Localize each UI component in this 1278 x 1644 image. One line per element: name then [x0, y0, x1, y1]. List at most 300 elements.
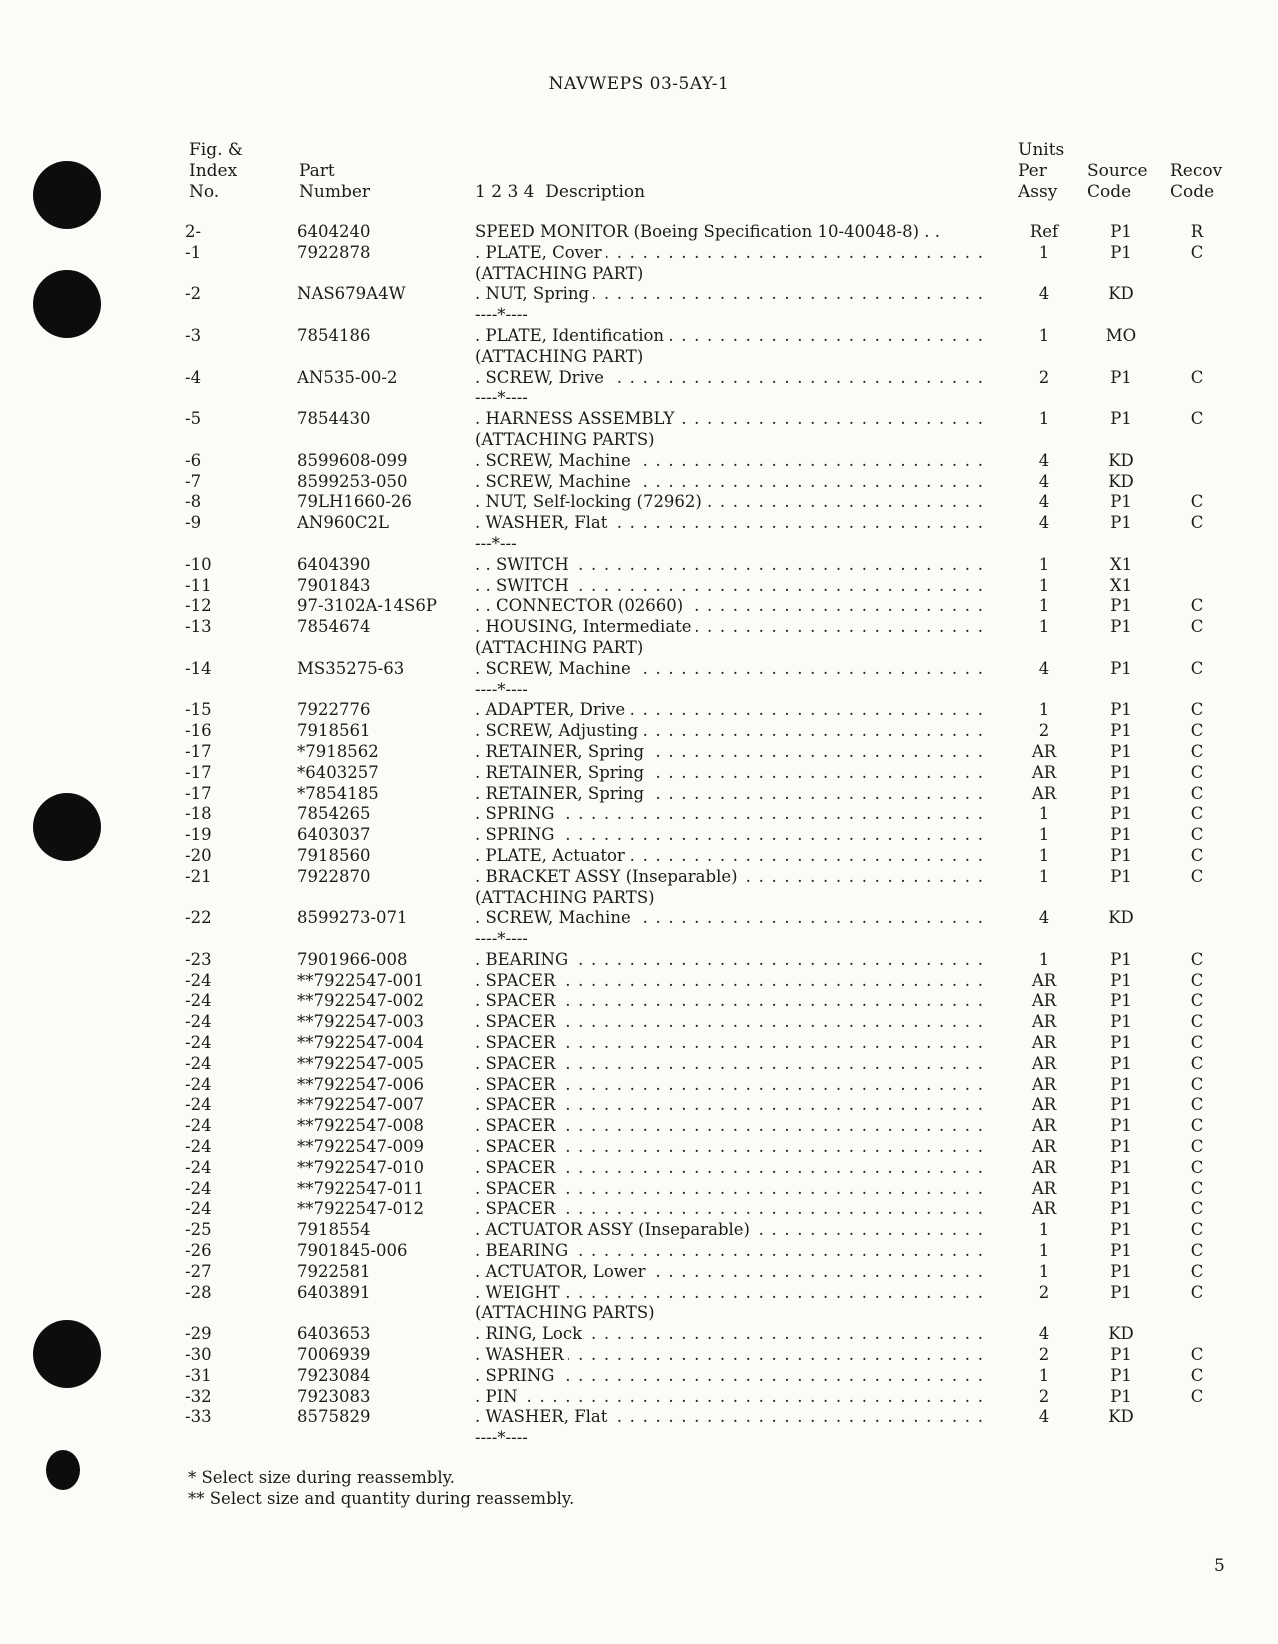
description	[475, 804, 987, 825]
description	[475, 659, 987, 680]
description	[475, 1137, 987, 1158]
description	[475, 1075, 987, 1096]
description-text: . NUT, Self-locking (72962)	[475, 492, 706, 511]
description-text: (ATTACHING PART)	[475, 638, 647, 657]
table-row	[0, 908, 1278, 929]
description-text: . SCREW, Machine	[475, 451, 635, 470]
description-text: . NUT, Spring	[475, 284, 593, 303]
units-per-assy: 1	[1038, 845, 1050, 865]
units-per-assy: 1	[1038, 1241, 1050, 1261]
table-row	[0, 555, 1278, 576]
description-text: . SCREW, Machine	[475, 659, 635, 678]
description-text: . PIN	[475, 1387, 522, 1406]
table-row	[0, 742, 1278, 763]
description-text: (ATTACHING PART)	[475, 347, 647, 366]
part-number: 7918554	[297, 1220, 371, 1240]
table-row	[0, 368, 1278, 389]
source-code: P1	[1110, 1241, 1132, 1261]
table-row	[0, 222, 1278, 243]
units-per-assy: 2	[1038, 1386, 1050, 1406]
description	[475, 991, 987, 1012]
description-text: . RETAINER, Spring	[475, 784, 648, 803]
units-per-assy: 1	[1038, 700, 1050, 720]
table-row	[0, 1303, 1278, 1324]
source-code: P1	[1110, 1345, 1132, 1365]
fig-index: -29	[185, 1324, 212, 1344]
fig-index: -28	[185, 1282, 212, 1302]
recov-code: C	[1190, 700, 1204, 720]
fig-index: -30	[185, 1345, 212, 1365]
description	[475, 576, 987, 597]
recov-code: C	[1190, 1095, 1204, 1115]
units-per-assy: 1	[1038, 866, 1050, 886]
table-row	[0, 534, 1278, 555]
recov-code: C	[1190, 1137, 1204, 1157]
units-per-assy: 2	[1038, 721, 1050, 741]
fig-index: -1	[185, 242, 202, 262]
description	[475, 326, 987, 347]
source-code: P1	[1110, 1157, 1132, 1177]
recov-code: C	[1190, 1157, 1204, 1177]
recov-code: C	[1190, 596, 1204, 616]
part-number: **7922547-012	[297, 1199, 425, 1219]
part-number: **7922547-006	[297, 1074, 425, 1094]
fig-index: -24	[185, 1012, 212, 1032]
units-per-assy: 1	[1038, 1261, 1050, 1281]
part-number: 7922870	[297, 866, 371, 886]
source-code: P1	[1110, 1220, 1132, 1240]
part-number: 97-3102A-14S6P	[297, 596, 437, 616]
description	[475, 950, 987, 971]
units-per-assy: 1	[1038, 575, 1050, 595]
units-per-assy: 1	[1038, 242, 1050, 262]
fig-index: -26	[185, 1241, 212, 1261]
source-code: P1	[1110, 1199, 1132, 1219]
table-row	[0, 1262, 1278, 1283]
description	[475, 243, 987, 264]
fig-index: -9	[185, 513, 202, 533]
part-number: **7922547-011	[297, 1178, 425, 1198]
description-text: ----*----	[475, 305, 532, 324]
description-text: . . SWITCH	[475, 555, 573, 574]
table-row	[0, 1241, 1278, 1262]
fig-index: -18	[185, 804, 212, 824]
table-row	[0, 721, 1278, 742]
units-per-assy: AR	[1031, 1178, 1057, 1198]
description-text: . ADAPTER, Drive	[475, 700, 629, 719]
part-number: **7922547-003	[297, 1012, 425, 1032]
description-text: (ATTACHING PARTS)	[475, 1303, 659, 1322]
part-number: 8599253-050	[297, 471, 408, 491]
recov-code: C	[1190, 804, 1204, 824]
recov-code: C	[1190, 741, 1204, 761]
table-row	[0, 243, 1278, 264]
part-number: **7922547-001	[297, 970, 425, 990]
recov-code: C	[1190, 492, 1204, 512]
units-per-assy: 4	[1038, 284, 1050, 304]
table-row	[0, 305, 1278, 326]
description-text: . SPRING	[475, 1366, 558, 1385]
units-per-assy: 4	[1038, 450, 1050, 470]
units-per-assy: AR	[1031, 1033, 1057, 1053]
header-source-code: Source Code	[1087, 161, 1148, 202]
document-id: NAVWEPS 03-5AY-1	[548, 74, 730, 94]
footnote-single: * Select size during reassembly.	[188, 1468, 456, 1487]
description-text: . WEIGHT	[475, 1283, 564, 1302]
description	[475, 1428, 987, 1449]
table-row	[0, 680, 1278, 701]
table-row	[0, 1033, 1278, 1054]
table-row	[0, 929, 1278, 950]
fig-index: -13	[185, 617, 212, 637]
description	[475, 763, 987, 784]
fig-index: -19	[185, 825, 212, 845]
table-row	[0, 825, 1278, 846]
description-text: . SPACER	[475, 1199, 559, 1218]
table-row	[0, 1324, 1278, 1345]
description	[475, 513, 987, 534]
part-number: 7854674	[297, 617, 371, 637]
description-text: . . SWITCH	[475, 576, 573, 595]
source-code: P1	[1110, 1053, 1132, 1073]
part-number: 7901843	[297, 575, 371, 595]
description	[475, 1033, 987, 1054]
source-code: KD	[1108, 450, 1134, 470]
recov-code: C	[1190, 1199, 1204, 1219]
units-per-assy: AR	[1031, 741, 1057, 761]
source-code: P1	[1110, 1178, 1132, 1198]
source-code: P1	[1110, 804, 1132, 824]
description-text: . ACTUATOR, Lower	[475, 1262, 650, 1281]
source-code: P1	[1110, 1282, 1132, 1302]
table-row	[0, 430, 1278, 451]
part-number: 7854430	[297, 409, 371, 429]
part-number: 7854265	[297, 804, 371, 824]
description	[475, 1095, 987, 1116]
description-text: . WASHER, Flat	[475, 1407, 611, 1426]
table-row	[0, 409, 1278, 430]
source-code: P1	[1110, 492, 1132, 512]
table-row	[0, 971, 1278, 992]
part-number: 8575829	[297, 1407, 371, 1427]
description-text: . PLATE, Cover	[475, 243, 606, 262]
description-text: . SCREW, Adjusting	[475, 721, 642, 740]
table-row	[0, 846, 1278, 867]
header-description: 1 2 3 4 Description	[475, 182, 646, 202]
fig-index: -15	[185, 700, 212, 720]
units-per-assy: 2	[1038, 1282, 1050, 1302]
recov-code: C	[1190, 825, 1204, 845]
recov-code: C	[1190, 970, 1204, 990]
part-number: *7854185	[297, 783, 379, 803]
fig-index: -20	[185, 845, 212, 865]
source-code: P1	[1110, 1033, 1132, 1053]
recov-code: C	[1190, 1261, 1204, 1281]
source-code: MO	[1105, 325, 1137, 345]
description-text: SPEED MONITOR (Boeing Specification 10-40048-8) . .	[475, 222, 944, 241]
parts-list	[0, 222, 1278, 1449]
table-row	[0, 1012, 1278, 1033]
part-number: 7854186	[297, 325, 371, 345]
description	[475, 1179, 987, 1200]
units-per-assy: 4	[1038, 471, 1050, 491]
fig-index: -10	[185, 554, 212, 574]
source-code: P1	[1110, 617, 1132, 637]
part-number: 7006939	[297, 1345, 371, 1365]
units-per-assy: AR	[1031, 1137, 1057, 1157]
recov-code: C	[1190, 783, 1204, 803]
description	[475, 1116, 987, 1137]
recov-code: C	[1190, 991, 1204, 1011]
fig-index: -17	[185, 783, 212, 803]
fig-index: -24	[185, 1199, 212, 1219]
part-number: 7901845-006	[297, 1241, 408, 1261]
description-text: . . CONNECTOR (02660)	[475, 596, 687, 615]
part-number: 79LH1660-26	[297, 492, 412, 512]
units-per-assy: 4	[1038, 1324, 1050, 1344]
header-units-per-assy: Units Per Assy	[1018, 140, 1065, 202]
fig-index: -3	[185, 325, 202, 345]
recov-code: C	[1190, 1178, 1204, 1198]
source-code: P1	[1110, 970, 1132, 990]
recov-code: C	[1190, 242, 1204, 262]
description	[475, 388, 987, 409]
description-text: ----*----	[475, 1428, 532, 1447]
description-text: (ATTACHING PARTS)	[475, 888, 659, 907]
description	[475, 1241, 987, 1262]
units-per-assy: AR	[1031, 1012, 1057, 1032]
description-text: . BEARING	[475, 950, 572, 969]
description-text: . SPACER	[475, 1095, 559, 1114]
description	[475, 284, 987, 305]
part-number: **7922547-007	[297, 1095, 425, 1115]
recov-code: C	[1190, 721, 1204, 741]
recov-code: C	[1190, 1033, 1204, 1053]
description	[475, 264, 987, 285]
fig-index: -21	[185, 866, 212, 886]
part-number: NAS679A4W	[297, 284, 406, 304]
description	[475, 929, 987, 950]
description-text: (ATTACHING PART)	[475, 264, 647, 283]
description	[475, 1283, 987, 1304]
recov-code: C	[1190, 762, 1204, 782]
part-number: 8599608-099	[297, 450, 408, 470]
description-text: . SPACER	[475, 1137, 559, 1156]
part-number: MS35275-63	[297, 658, 405, 678]
description	[475, 222, 987, 243]
page-number: 5	[1214, 1556, 1225, 1576]
part-number: **7922547-004	[297, 1033, 425, 1053]
units-per-assy: 1	[1038, 617, 1050, 637]
part-number: **7922547-008	[297, 1116, 425, 1136]
source-code: P1	[1110, 1012, 1132, 1032]
source-code: KD	[1108, 908, 1134, 928]
table-row	[0, 596, 1278, 617]
fig-index: -24	[185, 1074, 212, 1094]
units-per-assy: 4	[1038, 658, 1050, 678]
description-text: ----*----	[475, 680, 532, 699]
recov-code: C	[1190, 409, 1204, 429]
table-row	[0, 950, 1278, 971]
recov-code: C	[1190, 845, 1204, 865]
units-per-assy: 4	[1038, 908, 1050, 928]
units-per-assy: AR	[1031, 1095, 1057, 1115]
description	[475, 638, 987, 659]
part-number: 7901966-008	[297, 949, 408, 969]
fig-index: -11	[185, 575, 212, 595]
units-per-assy: 1	[1038, 409, 1050, 429]
description	[475, 1012, 987, 1033]
units-per-assy: 1	[1038, 596, 1050, 616]
table-row	[0, 326, 1278, 347]
description-text: . SPACER	[475, 971, 559, 990]
description	[475, 1220, 987, 1241]
description	[475, 368, 987, 389]
description	[475, 1303, 987, 1324]
part-number: 6404240	[297, 222, 371, 241]
table-row	[0, 1095, 1278, 1116]
description	[475, 1407, 987, 1428]
part-number: 8599273-071	[297, 908, 408, 928]
description-text: . SPRING	[475, 804, 558, 823]
description-text: . SPACER	[475, 1033, 559, 1052]
units-per-assy: AR	[1031, 762, 1057, 782]
description	[475, 451, 987, 472]
fig-index: -8	[185, 492, 202, 512]
fig-index: -31	[185, 1365, 212, 1385]
units-per-assy: Ref	[1029, 222, 1059, 241]
source-code: P1	[1110, 513, 1132, 533]
table-row	[0, 700, 1278, 721]
recov-code: C	[1190, 1074, 1204, 1094]
description-text: . SPRING	[475, 825, 558, 844]
part-number: 6404390	[297, 554, 371, 574]
fig-index: -27	[185, 1261, 212, 1281]
description	[475, 1158, 987, 1179]
description	[475, 1324, 987, 1345]
fig-index: -4	[185, 367, 202, 387]
table-row	[0, 472, 1278, 493]
source-code: P1	[1110, 721, 1132, 741]
source-code: P1	[1110, 845, 1132, 865]
description-text: (ATTACHING PARTS)	[475, 430, 659, 449]
description	[475, 1387, 987, 1408]
description-text: . BEARING	[475, 1241, 572, 1260]
recov-code: C	[1190, 658, 1204, 678]
units-per-assy: 1	[1038, 825, 1050, 845]
fig-index: -16	[185, 721, 212, 741]
part-number: **7922547-002	[297, 991, 425, 1011]
source-code: P1	[1110, 1386, 1132, 1406]
description-text: . SPACER	[475, 1054, 559, 1073]
description	[475, 784, 987, 805]
units-per-assy: AR	[1031, 1053, 1057, 1073]
source-code: P1	[1110, 596, 1132, 616]
source-code: P1	[1110, 783, 1132, 803]
recov-code: C	[1190, 1282, 1204, 1302]
table-row	[0, 347, 1278, 368]
header-fig-index: Fig. & Index No.	[189, 140, 244, 202]
table-row	[0, 451, 1278, 472]
description-text: . BRACKET ASSY (Inseparable)	[475, 867, 742, 886]
fig-index: 2-	[185, 222, 202, 241]
description-text: . SCREW, Machine	[475, 472, 635, 491]
recov-code: C	[1190, 367, 1204, 387]
header-recov-code: Recov Code	[1170, 161, 1223, 202]
table-row	[0, 888, 1278, 909]
fig-index: -12	[185, 596, 212, 616]
description	[475, 1366, 987, 1387]
description-text: . PLATE, Actuator	[475, 846, 629, 865]
description-text: . SPACER	[475, 1075, 559, 1094]
part-number: 7918561	[297, 721, 371, 741]
units-per-assy: 1	[1038, 949, 1050, 969]
table-row	[0, 1428, 1278, 1449]
source-code: P1	[1110, 825, 1132, 845]
fig-index: -2	[185, 284, 202, 304]
source-code: P1	[1110, 658, 1132, 678]
fig-index: -17	[185, 741, 212, 761]
source-code: P1	[1110, 991, 1132, 1011]
recov-code: C	[1190, 1012, 1204, 1032]
fig-index: -24	[185, 991, 212, 1011]
table-row	[0, 1179, 1278, 1200]
units-per-assy: AR	[1031, 1199, 1057, 1219]
description-text: . SPACER	[475, 1158, 559, 1177]
source-code: P1	[1110, 1116, 1132, 1136]
fig-index: -7	[185, 471, 202, 491]
description-text: ----*----	[475, 929, 532, 948]
description	[475, 596, 987, 617]
table-row	[0, 784, 1278, 805]
description	[475, 846, 987, 867]
description	[475, 1345, 987, 1366]
units-per-assy: 1	[1038, 554, 1050, 574]
part-number: 7922581	[297, 1261, 371, 1281]
description	[475, 721, 987, 742]
source-code: KD	[1108, 284, 1134, 304]
description-text: ---*---	[475, 534, 521, 553]
part-number: *7918562	[297, 741, 379, 761]
fig-index: -24	[185, 1116, 212, 1136]
table-row	[0, 804, 1278, 825]
description-text: . WASHER, Flat	[475, 513, 611, 532]
recov-code: C	[1190, 513, 1204, 533]
part-number: 6403037	[297, 825, 371, 845]
source-code: X1	[1109, 554, 1133, 574]
source-code: P1	[1110, 222, 1132, 241]
part-number: 6403891	[297, 1282, 371, 1302]
description	[475, 700, 987, 721]
description-text: ----*----	[475, 388, 532, 407]
part-number: AN960C2L	[297, 513, 389, 533]
part-number: 6403653	[297, 1324, 371, 1344]
description-text: . RETAINER, Spring	[475, 763, 648, 782]
part-number: **7922547-010	[297, 1157, 425, 1177]
units-per-assy: AR	[1031, 991, 1057, 1011]
recov-code: C	[1190, 1386, 1204, 1406]
fig-index: -23	[185, 949, 212, 969]
table-row	[0, 513, 1278, 534]
source-code: P1	[1110, 1095, 1132, 1115]
fig-index: -17	[185, 762, 212, 782]
source-code: P1	[1110, 949, 1132, 969]
units-per-assy: 2	[1038, 1345, 1050, 1365]
description-text: . SPACER	[475, 1116, 559, 1135]
units-per-assy: 1	[1038, 1365, 1050, 1385]
recov-code: C	[1190, 1365, 1204, 1385]
part-number: **7922547-005	[297, 1053, 425, 1073]
